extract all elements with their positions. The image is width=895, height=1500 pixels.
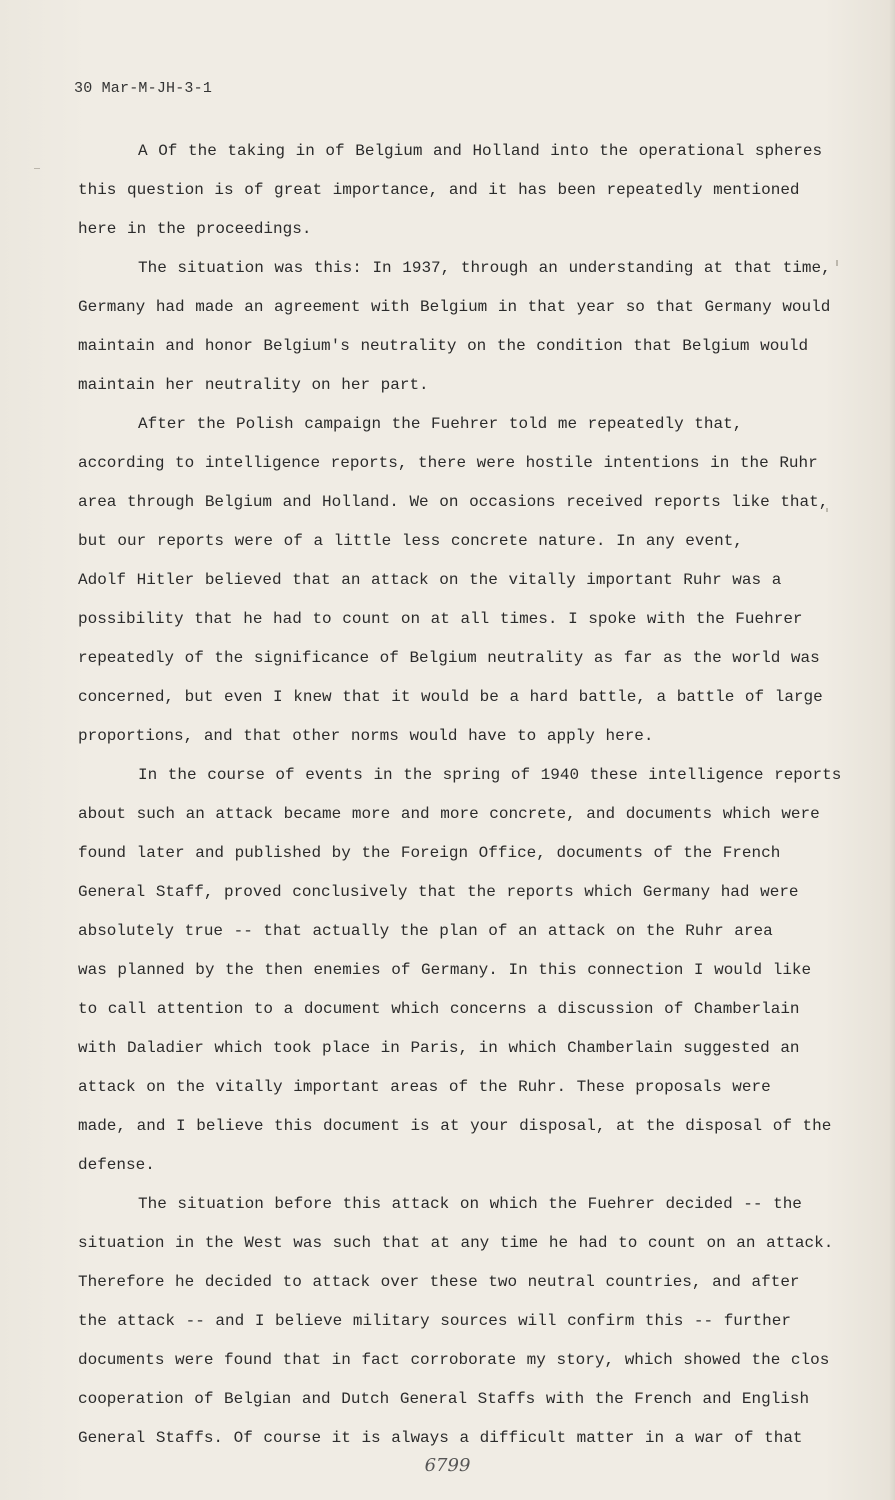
document-header: 30 Mar-M-JH-3-1: [74, 80, 213, 97]
paragraph-situation-1937: The situation was this: In 1937, through an understanding at that time, Germany had made an agreement with Belgium in that year so that Germany would maintain and honor Belgium's neutrality on the condition that Belgium would maintain her neutrality on her part.: [78, 259, 831, 394]
document-body: [78, 132, 853, 1458]
paragraph-situation-west: The situation before this attack on which the Fuehrer decided -- the situation in the West was such that at any time he had to count on an attack. Therefore he decided to attack over these two neutral countries, and after the attack -- and I believe military sources will confirm this -- further documents were found that in fact corroborate my story, which showed the clos cooperation of Belgian and Dutch General Staffs with the French and English General Staffs. Of course it is always a difficult matter in a war of that: [78, 1195, 834, 1447]
paragraph-polish-campaign: After the Polish campaign the Fuehrer told me repeatedly that, according to intelligence reports, there were hostile intentions in the Ruhr area through Belgium and Holland. We on occasions received reports like that, but our reports were of a little less concrete nature. In any event, Adolf Hitler believed that an attack on the vitally important Ruhr was a possibility that he had to count on at all times. I spoke with the Fuehrer repeatedly of the significance of Belgium neutrality as far as the world was concerned, but even I knew that it would be a hard battle, a battle of large proportions, and that other norms would have to apply here.: [78, 415, 829, 745]
paragraph-spring-1940: In the course of events in the spring of 1940 these intelligence reports about such an attack became more and more concrete, and documents which were found later and published by the Foreign Office, documents of the French General Staff, proved conclusively that the reports which Germany had were absolutely true -- that actually the plan of an attack on the Ruhr area was planned by the then enemies of Germany. In this connection I would like to call attention to a document which concerns a discussion of Chamberlain with Daladier which took place in Paris, in which Chamberlain suggested an attack on the vitally important areas of the Ruhr. These proposals were made, and I believe this document is at your disposal, at the disposal of the defense.: [78, 766, 842, 1174]
page-edge-shadow: [889, 0, 895, 1500]
paragraph-answer-intro: A Of the taking in of Belgium and Holland into the operational spheres this question is of great importance, and it has been repeatedly mentioned here in the proceedings.: [78, 142, 823, 238]
margin-tick-mark: [34, 168, 40, 169]
page-number: 6799: [424, 1455, 471, 1476]
